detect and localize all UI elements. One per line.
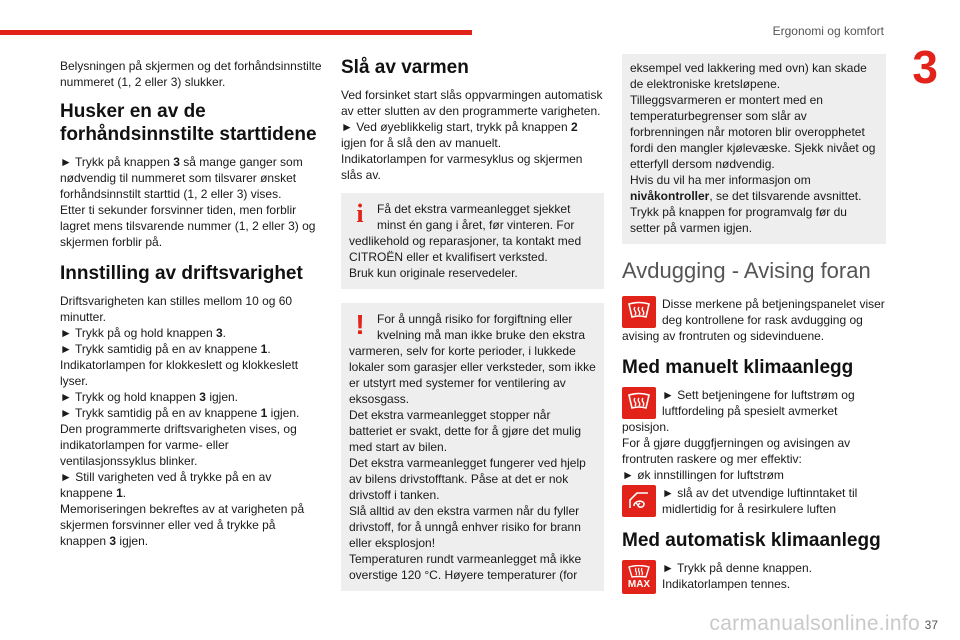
paragraph: Indikatorlampen for klokkeslett og klokkeslett lyser.: [60, 358, 299, 388]
section-heading: Slå av varmen: [341, 57, 469, 78]
info-text: Bruk kun originale reservedeler.: [349, 266, 518, 280]
air-recirculation-icon: [622, 485, 656, 517]
section-heading: Avdugging - Avising foran: [622, 258, 871, 283]
paragraph: Driftsvarigheten kan stilles mellom 10 og 60 minutter.: [60, 294, 293, 324]
defrost-description: [622, 296, 886, 344]
warning-text: Hvis du vil ha mer informasjon om nivåkontroller, se det tilsvarende avsnittet.: [630, 173, 862, 203]
warning-text: Tilleggsvarmeren er montert med en temperaturbegrenser som slår av forbrenningen når motoren blir overopphetet fordi den mangler kjølevæske. Sjekk nivået og etterfyll dersom nødvendig.: [630, 93, 876, 171]
max-label: MAX: [627, 578, 651, 590]
warning-box-continued: [622, 54, 886, 244]
warning-icon: !: [355, 309, 365, 340]
instruction: ► øk innstillingen for luftstrøm: [622, 468, 784, 482]
paragraph: Indikatorlampen for varmesyklus og skjermen slås av.: [341, 152, 583, 182]
instruction: ► slå av det utvendige luftinntaket til midlertidig for å resirkulere luften: [662, 486, 858, 516]
instruction: ► Trykk på denne knappen.: [662, 561, 812, 575]
paragraph: Den programmerte driftsvarigheten vises, og indikatorlampen for varme- eller ventilasjonssyklus blinker.: [60, 422, 297, 468]
header-accent-bar: [0, 30, 472, 35]
recirculation-row: [622, 485, 886, 517]
windscreen-defrost-icon: [622, 296, 656, 328]
automatic-climate-instructions: [622, 560, 886, 592]
chapter-number: 3: [912, 41, 938, 93]
info-text: Få det ekstra varmeanlegget sjekket minst én gang i året, før vinteren. For vedlikehold og reparasjoner, ta kontakt med CITROËN eller et kvalifisert verksted.: [349, 202, 582, 264]
instruction: ► Ved øyeblikkelig start, trykk på knappen 2 igjen for å slå den av manuelt.: [341, 120, 578, 150]
paragraph: Indikatorlampen tennes.: [662, 577, 791, 591]
column-1: [60, 58, 322, 549]
warning-text: Temperaturen rundt varmeanlegget må ikke overstige 120 °C. Høyere temperaturer (for: [349, 552, 582, 582]
watermark: carmanualsonline.info: [709, 612, 920, 635]
warning-text: For å unngå risiko for forgiftning eller kvelning må man ikke bruke den ekstra varmeren, selv for korte perioder, i lukkede lokaler som garasjer eller verksteder, som ikke er utstyrt med systemer for ventilering av eksosgass.: [349, 312, 596, 406]
page-number: 37: [924, 618, 938, 632]
instruction: ► Sett betjeningene for luftstrøm og luftfordeling på spesielt avmerket posisjon.: [622, 388, 855, 434]
info-icon: i: [356, 199, 364, 228]
paragraph: For å gjøre duggfjerningen og avisingen av frontruten raskere og mer effektiv:: [622, 436, 851, 466]
paragraph: Memoriseringen bekreftes av at varigheten på skjermen forsvinner eller ved å trykke på knappen 3 igjen.: [60, 502, 305, 548]
info-box: [341, 193, 604, 289]
section-heading: Med manuelt klimaanlegg: [622, 357, 854, 378]
paragraph: Belysningen på skjermen og det forhåndsinnstilte nummeret (1, 2 eller 3) slukker.: [60, 59, 322, 89]
warning-box: [341, 303, 604, 591]
section-heading: Innstilling av driftsvarighet: [60, 263, 303, 284]
instruction: ► Still varigheten ved å trykke på en av knappene 1.: [60, 470, 272, 500]
section-heading: Husker en av de forhåndsinnstilte starttidene: [60, 101, 317, 145]
windscreen-defrost-icon: [622, 387, 656, 419]
instruction: ► Trykk samtidig på en av knappene 1 igjen.: [60, 406, 300, 420]
manual-climate-instructions: [622, 387, 886, 435]
warning-text: eksempel ved lakkering med ovn) kan skade de elektroniske kretsløpene.: [630, 61, 867, 91]
paragraph: Ved forsinket start slås oppvarmingen automatisk av etter slutten av den programmerte varigheten.: [341, 88, 603, 118]
instruction: ► Trykk og hold knappen 3 igjen.: [60, 390, 239, 404]
page-header-title: Ergonomi og komfort: [772, 24, 884, 38]
instruction: ► Trykk på knappen 3 så mange ganger som nødvendig til nummeret som tilsvarer ønsket forhåndsinnstilt starttid (1, 2 eller 3) vises.: [60, 155, 303, 201]
paragraph: Etter ti sekunder forsvinner tiden, men forblir lagret mens tilsvarende nummer (1, 2 eller 3) og skjermen forblir på.: [60, 203, 316, 249]
warning-text: Trykk på knappen for programvalg før du setter på varmen igjen.: [630, 205, 847, 235]
instruction: ► Trykk samtidig på en av knappene 1.: [60, 342, 271, 356]
paragraph: Disse merkene på betjeningspanelet viser deg kontrollene for rask avdugging og avising av frontruten og sidevinduene.: [622, 297, 885, 343]
warning-text: Det ekstra varmeanlegget stopper når batteriet er svakt, dette for å gjøre det mulig med start av bilen.: [349, 408, 582, 454]
max-defrost-icon: [622, 560, 656, 594]
warning-text: Slå alltid av den ekstra varmen når du fyller drivstoff, for å unngå enhver risiko for brann eller eksplosjon!: [349, 504, 581, 550]
warning-text: Det ekstra varmeanlegget fungerer ved hjelp av bilens drivstofftank. Påse at det er nok drivstoff i tanken.: [349, 456, 586, 502]
instruction: ► Trykk på og hold knappen 3.: [60, 326, 227, 340]
column-2: [341, 56, 604, 605]
column-3: [622, 54, 886, 594]
section-heading: Med automatisk klimaanlegg: [622, 530, 881, 551]
